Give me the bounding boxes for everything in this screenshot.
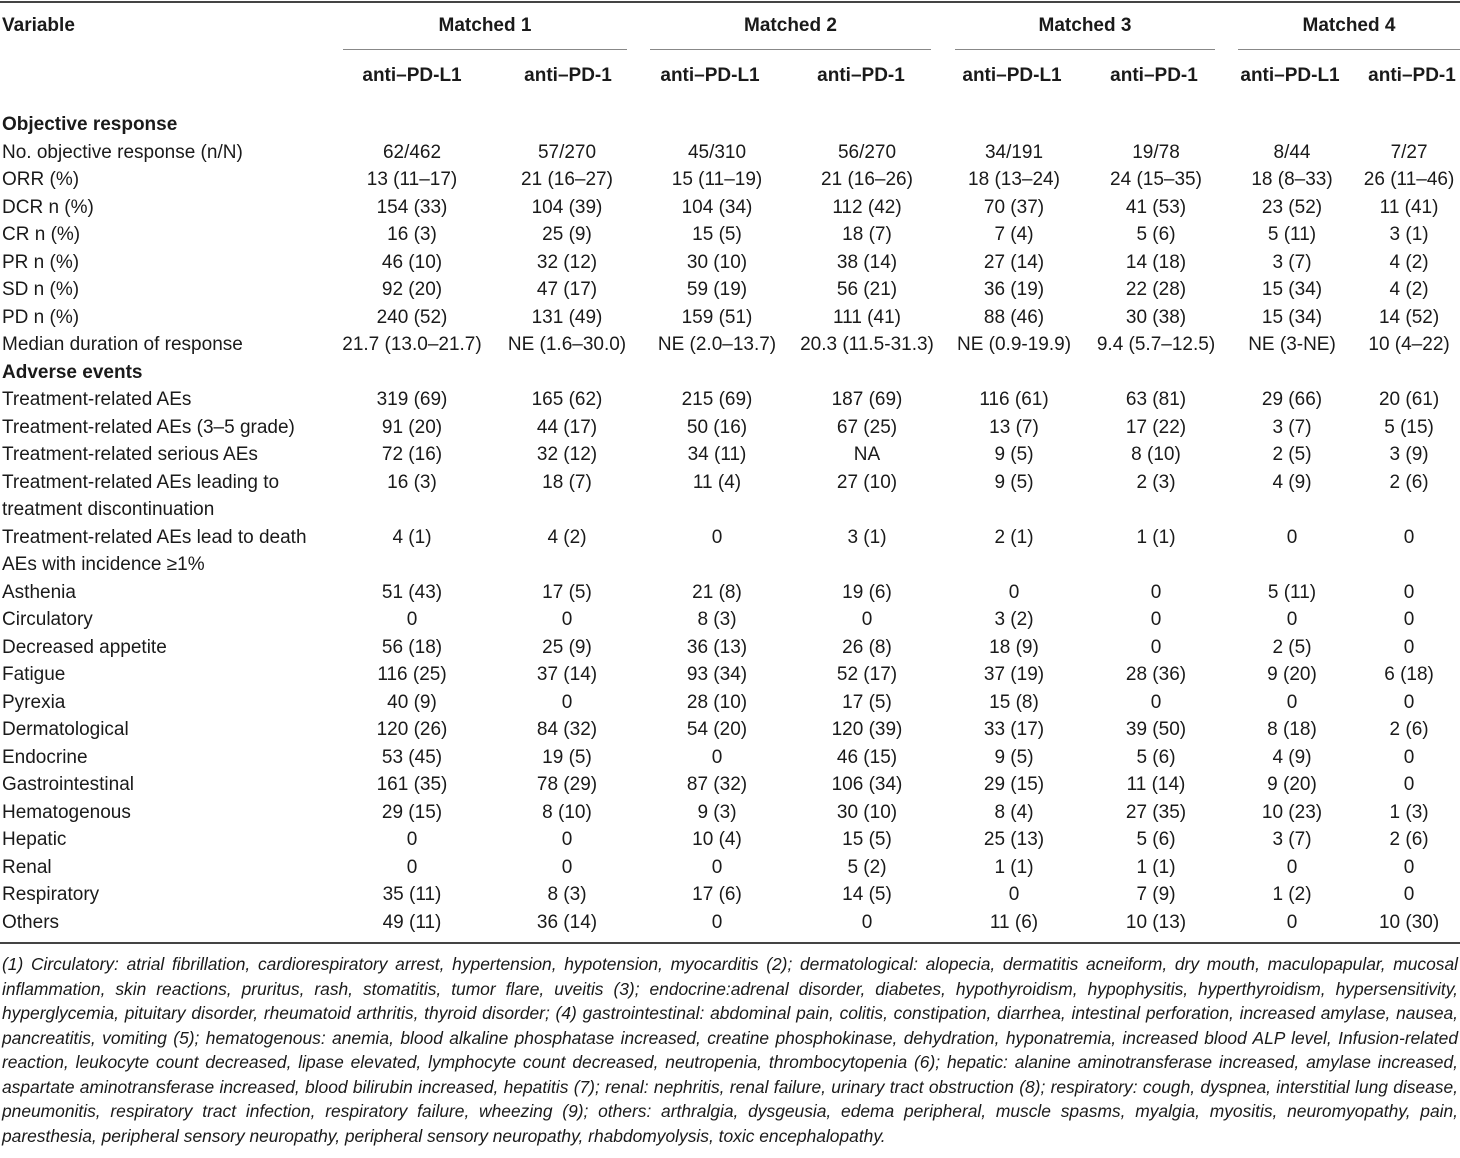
table-row xyxy=(0,469,1460,524)
table-cell: 17 (5) xyxy=(842,691,892,713)
table-cell: 33 (17) xyxy=(983,719,1045,740)
row-label: Renal xyxy=(2,856,52,878)
table-cell: NE (0.9-19.9) xyxy=(956,334,1072,355)
table-cell: 20 (61) xyxy=(1378,389,1440,410)
table-cell: 159 (51) xyxy=(681,306,753,328)
row-label: Decreased appetite xyxy=(2,636,167,658)
row-label: SD n (%) xyxy=(2,279,80,300)
table-row xyxy=(0,331,1460,359)
table-cell: 21 (16–27) xyxy=(521,169,613,190)
table-cell: 21 (16–26) xyxy=(821,169,913,190)
table-cell: 5 (11) xyxy=(1267,581,1317,603)
group-header-matched-4: Matched 4 xyxy=(1302,15,1396,36)
table-cell: 15 (34) xyxy=(1261,279,1323,300)
group-underline-1 xyxy=(343,49,627,50)
row-label: Respiratory xyxy=(2,884,100,905)
table-cell: 7 (4) xyxy=(994,224,1034,245)
table-cell: 59 (19) xyxy=(686,279,748,300)
table-row xyxy=(0,414,1460,442)
table-row xyxy=(0,441,1460,469)
table-cell: 32 (12) xyxy=(536,251,598,273)
table-cell: 27 (35) xyxy=(1125,801,1187,823)
subheader-m3-pd1: anti–PD-1 xyxy=(1110,65,1198,86)
table-cell: 116 (61) xyxy=(979,389,1049,410)
table-cell: NE (1.6–30.0) xyxy=(507,334,627,355)
table-cell: 17 (6) xyxy=(692,884,742,905)
table-cell: 28 (36) xyxy=(1125,664,1187,685)
table-cell: 18 (7) xyxy=(842,224,892,245)
row-label: Others xyxy=(2,911,60,933)
table-cell: 4 (9) xyxy=(1272,746,1312,768)
table-cell: 161 (35) xyxy=(376,774,448,795)
section-header-row xyxy=(0,359,1460,387)
table-cell: 14 (18) xyxy=(1125,251,1187,273)
subheader-m4-pdl1: anti–PD-L1 xyxy=(1240,65,1340,86)
table-row xyxy=(0,579,1460,607)
group-header-matched-1: Matched 1 xyxy=(438,15,532,36)
subheader-m3-pdl1: anti–PD-L1 xyxy=(962,65,1062,86)
table-cell: 3 (7) xyxy=(1272,416,1312,438)
table-cell: 13 (11–17) xyxy=(366,169,458,190)
table-cell: 111 (41) xyxy=(833,306,901,328)
table-cell: 240 (52) xyxy=(376,306,448,328)
table-footnote: (1) Circulatory: atrial fibrillation, cardiorespiratory arrest, hypertension, hypotension, myocarditis (2); dermatological: alopecia, dermatitis acneiform, dry mouth, maculopapular, mucosal inflammation, skin reactions, pruritus, rash, stomatitis, tumor flare, uveitis (3); endocrine:adrenal disorder, diabetes, hypothyroidism, hypophysitis, hyperthyroidism, hypersensitivity, hyperglycemia, pituitary disorder, rheumatoid arthritis, thyroid disorder; (4) gastrointestinal: abdominal pain, colitis, constipation, diarrhea, intestinal perforation, increased amylase, nausea, pancreatitis, vomiting (5); hematogenous: anemia, blood alkaline phosphatase increased, creatine phosphokinase, dehydration, hyponatremia, increased blood ALP level, Infusion-related reaction, leukocyte count decreased, lipase elevated, lymphocyte count decreased, neutropenia, thrombocytopenia (6); hepatic: alanine aminotransferase increased, amylase increased, aspartate aminotransferase increased, blood bilirubin increased, hepatitis (7); renal: nephritis, renal failure, urinary tract obstruction (8); respiratory: cough, dyspnea, interstitial lung disease, pneumonitis, respiratory tract infection, respiratory failure, wheezing (9); others: arthralgia, dysgeusia, edema peripheral, muscle spasms, myalgia, myositis, neuromyopathy, pain, paresthesia, peripheral sensory neuropathy, peripheral sensory neuropathy, rhabdomyolysis, toxic encephalopathy. xyxy=(2,954,1458,1146)
table-cell: 15 (8) xyxy=(989,691,1039,713)
results-table xyxy=(0,111,1460,936)
table-cell: 14 (5) xyxy=(842,884,892,905)
table-cell: 8/44 xyxy=(1273,141,1311,163)
table-cell: 215 (69) xyxy=(681,389,753,410)
table-cell xyxy=(942,551,1086,579)
table-cell: 45/310 xyxy=(687,141,747,163)
table-cell: 72 (16) xyxy=(381,444,443,465)
row-label: Treatment-related AEs (3–5 grade) xyxy=(2,416,295,438)
table-cell: 5 (6) xyxy=(1136,829,1176,850)
group-underline-2 xyxy=(650,49,931,50)
table-cell: 4 (2) xyxy=(1389,251,1429,273)
table-cell: 27 (10) xyxy=(836,471,898,493)
table-cell: 0 xyxy=(1286,856,1298,878)
table-cell: 0 xyxy=(1403,746,1415,768)
table-cell: 6 (18) xyxy=(1384,664,1434,685)
table-cell: 5 (2) xyxy=(847,856,887,878)
table-cell: 18 (8–33) xyxy=(1251,169,1333,190)
table-cell: 2 (1) xyxy=(994,526,1034,548)
table-cell: 15 (5) xyxy=(842,829,892,850)
table-cell: 19 (5) xyxy=(542,746,592,768)
table-row xyxy=(0,551,1460,579)
table-cell: 104 (34) xyxy=(681,196,753,218)
table-row xyxy=(0,716,1460,744)
row-label: CR n (%) xyxy=(2,224,81,245)
group-underline-3 xyxy=(955,49,1215,50)
table-cell: 0 xyxy=(1403,884,1415,905)
table-cell: 46 (10) xyxy=(381,251,443,273)
table-cell: 3 (1) xyxy=(1389,224,1429,245)
table-cell: 8 (18) xyxy=(1267,719,1317,740)
table-cell: NE (3-NE) xyxy=(1248,334,1336,355)
table-row xyxy=(0,606,1460,634)
table-row xyxy=(0,661,1460,689)
table-cell: 21.7 (13.0–21.7) xyxy=(342,334,482,355)
table-row xyxy=(0,854,1460,882)
table-cell: 23 (52) xyxy=(1261,196,1323,218)
row-label: Median duration of response xyxy=(2,334,243,355)
row-label: PD n (%) xyxy=(2,306,80,328)
table-cell: 29 (15) xyxy=(983,774,1045,795)
table-cell xyxy=(642,551,792,579)
table-cell: 9 (20) xyxy=(1267,664,1317,685)
table-cell: 91 (20) xyxy=(381,416,443,438)
table-cell: 21 (8) xyxy=(692,581,742,603)
table-cell: 2 (5) xyxy=(1272,636,1312,658)
table-cell: 0 xyxy=(711,856,723,878)
variable-header: Variable xyxy=(2,15,75,36)
table-cell: 112 (42) xyxy=(832,196,902,218)
table-cell: 1 (2) xyxy=(1272,884,1312,905)
table-cell: 56/270 xyxy=(837,141,897,163)
table-row xyxy=(0,139,1460,167)
table-cell: 37 (19) xyxy=(983,664,1045,685)
table-cell: 30 (10) xyxy=(836,801,898,823)
table-cell: 93 (34) xyxy=(686,664,748,685)
bottom-rule xyxy=(0,942,1460,944)
table-cell: 0 xyxy=(1403,856,1415,878)
table-cell: 17 (22) xyxy=(1125,416,1187,438)
table-cell: 25 (9) xyxy=(542,224,592,245)
table-cell: 9 (5) xyxy=(994,746,1034,768)
table-cell: 78 (29) xyxy=(536,774,598,795)
subheader-m4-pd1: anti–PD-1 xyxy=(1368,65,1456,86)
table-cell: 0 xyxy=(1286,691,1298,713)
table-cell: 5 (11) xyxy=(1267,224,1317,245)
table-cell: 19 (6) xyxy=(842,581,892,603)
table-cell: 34/191 xyxy=(984,141,1044,163)
table-cell: 56 (18) xyxy=(381,636,443,658)
table-cell: 53 (45) xyxy=(381,746,443,768)
table-cell: 131 (49) xyxy=(531,306,603,328)
table-cell: 15 (34) xyxy=(1261,306,1323,328)
table-cell: 4 (2) xyxy=(547,526,587,548)
table-cell: 0 xyxy=(1150,609,1162,630)
row-label: Treatment-related AEs xyxy=(2,389,192,410)
table-cell: NA xyxy=(853,444,881,465)
table-row xyxy=(0,276,1460,304)
table-cell: 27 (14) xyxy=(983,251,1045,273)
table-cell: 0 xyxy=(1403,526,1415,548)
table-cell: 26 (8) xyxy=(842,636,892,658)
table-cell: 0 xyxy=(1008,581,1020,603)
table-cell: 9 (5) xyxy=(994,471,1034,493)
table-cell: 3 (7) xyxy=(1272,251,1312,273)
table-cell: 2 (6) xyxy=(1389,471,1429,493)
table-cell: 19/78 xyxy=(1132,141,1180,163)
table-cell: NE (2.0–13.7) xyxy=(657,334,777,355)
table-cell: 0 xyxy=(1403,636,1415,658)
table-cell: 4 (1) xyxy=(392,526,432,548)
table-cell: 0 xyxy=(1150,581,1162,603)
table-cell: 50 (16) xyxy=(686,416,748,438)
table-cell: 63 (81) xyxy=(1125,389,1187,410)
table-cell: 56 (21) xyxy=(836,279,898,300)
table-cell: 104 (39) xyxy=(531,196,603,218)
table-cell: 44 (17) xyxy=(536,416,598,438)
table-cell: 18 (7) xyxy=(542,471,592,493)
table-cell: 8 (10) xyxy=(1131,444,1181,465)
table-cell: 1 (1) xyxy=(1136,526,1176,548)
table-cell: 62/462 xyxy=(382,141,442,163)
table-cell: 57/270 xyxy=(537,141,597,163)
group-header-matched-3: Matched 3 xyxy=(1038,15,1132,36)
row-label: Treatment-related serious AEs xyxy=(2,444,258,465)
table-cell: 35 (11) xyxy=(382,884,442,905)
table-row xyxy=(0,771,1460,799)
row-label: Circulatory xyxy=(2,609,93,630)
table-cell: 0 xyxy=(861,911,873,933)
row-label: Hematogenous xyxy=(2,801,131,823)
table-cell: 17 (5) xyxy=(542,581,592,603)
table-cell: 0 xyxy=(1403,691,1415,713)
table-cell: 25 (9) xyxy=(542,636,592,658)
table-cell: 319 (69) xyxy=(376,389,448,410)
group-header-matched-2: Matched 2 xyxy=(744,15,837,36)
table-cell: 11 (14) xyxy=(1126,774,1186,795)
row-label: Gastrointestinal xyxy=(2,774,135,795)
table-cell: 37 (14) xyxy=(536,664,598,685)
table-cell: 38 (14) xyxy=(836,251,898,273)
table-cell: 120 (26) xyxy=(376,719,448,740)
table-cell: 20.3 (11.5-31.3) xyxy=(800,334,934,355)
table-cell: 0 xyxy=(406,856,418,878)
table-cell: 8 (3) xyxy=(697,609,737,630)
table-cell: 0 xyxy=(561,856,573,878)
table-row xyxy=(0,221,1460,249)
table-cell: 36 (19) xyxy=(983,279,1045,300)
table-cell: 30 (38) xyxy=(1125,306,1187,328)
table-row xyxy=(0,744,1460,772)
table-cell: 15 (11–19) xyxy=(671,169,763,190)
section-title: Objective response xyxy=(2,114,178,135)
table-cell: 0 xyxy=(561,609,573,630)
table-cell: 9 (5) xyxy=(994,444,1034,465)
table-cell: 0 xyxy=(711,911,723,933)
table-cell: 120 (39) xyxy=(831,719,903,740)
table-cell: 67 (25) xyxy=(836,416,898,438)
table-cell: 1 (1) xyxy=(1136,856,1176,878)
row-label: PR n (%) xyxy=(2,251,80,273)
table-cell: 26 (11–46) xyxy=(1363,169,1455,190)
table-cell: 84 (32) xyxy=(536,719,598,740)
table-cell: 2 (6) xyxy=(1389,719,1429,740)
table-row xyxy=(0,304,1460,332)
table-cell: 15 (5) xyxy=(692,224,742,245)
table-row xyxy=(0,799,1460,827)
table-cell: 30 (10) xyxy=(686,251,748,273)
table-cell: 2 (5) xyxy=(1272,444,1312,465)
table-cell: 9 (20) xyxy=(1267,774,1317,795)
table-cell: 46 (15) xyxy=(836,746,898,768)
row-label: ORR (%) xyxy=(2,169,80,190)
table-cell: 9 (3) xyxy=(697,801,737,823)
row-label: Dermatological xyxy=(2,719,129,740)
table-cell: 28 (10) xyxy=(686,691,748,713)
table-cell: 34 (11) xyxy=(687,444,747,465)
table-row xyxy=(0,689,1460,717)
row-label: AEs with incidence ≥1% xyxy=(2,554,205,575)
table-cell xyxy=(1086,551,1226,579)
table-cell: 3 (9) xyxy=(1389,444,1429,465)
table-cell: 187 (69) xyxy=(831,389,903,410)
table-cell: 106 (34) xyxy=(831,774,903,795)
table-row xyxy=(0,634,1460,662)
table-cell: 8 (10) xyxy=(542,801,592,823)
table-cell xyxy=(332,551,492,579)
table-cell: 92 (20) xyxy=(381,279,443,300)
table-cell: 7/27 xyxy=(1390,141,1428,163)
table-cell: 1 (1) xyxy=(994,856,1034,878)
table-cell: 32 (12) xyxy=(536,444,598,465)
subheader-m2-pdl1: anti–PD-L1 xyxy=(660,65,760,86)
section-title: Adverse events xyxy=(2,361,143,383)
table-cell: 8 (3) xyxy=(547,884,587,905)
subheader-m1-pd1: anti–PD-1 xyxy=(524,65,612,86)
table-cell: 11 (6) xyxy=(989,911,1039,933)
table-row xyxy=(0,524,1460,552)
table-cell: 3 (7) xyxy=(1272,829,1312,850)
table-cell: 7 (9) xyxy=(1136,884,1176,905)
table-cell: 154 (33) xyxy=(376,196,448,218)
table-cell xyxy=(792,551,942,579)
table-cell: 40 (9) xyxy=(387,691,437,713)
table-cell: 0 xyxy=(711,526,723,548)
table-row xyxy=(0,249,1460,277)
table-cell: 16 (3) xyxy=(387,224,437,245)
table-cell xyxy=(1358,551,1460,579)
table-cell: 0 xyxy=(1008,884,1020,905)
group-underline-4 xyxy=(1238,49,1460,50)
table-row xyxy=(0,909,1460,937)
row-label: Hepatic xyxy=(2,829,67,850)
table-cell: 3 (1) xyxy=(847,526,887,548)
table-cell: 0 xyxy=(1150,691,1162,713)
table-cell: 70 (37) xyxy=(983,196,1045,218)
row-label: Endocrine xyxy=(2,746,88,768)
table-cell: 47 (17) xyxy=(536,279,598,300)
table-cell: 0 xyxy=(1403,774,1415,795)
table-cell: 36 (14) xyxy=(536,911,598,933)
table-row xyxy=(0,881,1460,909)
table-cell: 24 (15–35) xyxy=(1110,169,1202,190)
table-cell: 10 (4) xyxy=(692,829,742,850)
table-cell: 5 (15) xyxy=(1384,416,1434,438)
table-cell: 51 (43) xyxy=(381,581,443,603)
table-cell: 29 (15) xyxy=(381,801,443,823)
table-cell: 10 (23) xyxy=(1261,801,1323,823)
table-cell: 11 (4) xyxy=(692,471,742,493)
table-cell: 0 xyxy=(1403,609,1415,630)
table-cell xyxy=(1226,551,1358,579)
table-cell: 3 (2) xyxy=(994,609,1034,630)
table-cell: 5 (6) xyxy=(1136,746,1176,768)
table-cell: 0 xyxy=(711,746,723,768)
table-cell: 18 (13–24) xyxy=(968,169,1060,190)
table-cell: 0 xyxy=(561,691,573,713)
table-cell: 54 (20) xyxy=(686,719,748,740)
table-cell: 2 (3) xyxy=(1136,471,1176,493)
table-cell: 0 xyxy=(1150,636,1162,658)
row-label: Treatment-related AEs leading to treatment discontinuation xyxy=(2,471,280,520)
table-cell: 116 (25) xyxy=(377,664,447,685)
table-cell: 2 (6) xyxy=(1389,829,1429,850)
table-cell: 165 (62) xyxy=(531,389,603,410)
table-cell: 0 xyxy=(1286,911,1298,933)
table-cell: 22 (28) xyxy=(1125,279,1187,300)
table-cell: 0 xyxy=(406,829,418,850)
table-cell: 10 (4–22) xyxy=(1368,334,1450,355)
row-label: Asthenia xyxy=(2,581,76,603)
table-cell: 88 (46) xyxy=(983,306,1045,328)
table-cell: 25 (13) xyxy=(983,829,1045,850)
table-cell: 0 xyxy=(1286,526,1298,548)
table-row xyxy=(0,826,1460,854)
table-cell: 4 (2) xyxy=(1389,279,1429,300)
table-cell: 49 (11) xyxy=(382,911,442,933)
section-header-row xyxy=(0,111,1460,139)
table-cell: 0 xyxy=(406,609,418,630)
row-label: DCR n (%) xyxy=(2,196,94,218)
table-cell: 29 (66) xyxy=(1261,389,1323,410)
subheader-m1-pdl1: anti–PD-L1 xyxy=(362,65,462,86)
table-cell: 87 (32) xyxy=(686,774,748,795)
table-cell: 18 (9) xyxy=(989,636,1039,658)
table-cell: 4 (9) xyxy=(1272,471,1312,493)
table-cell: 36 (13) xyxy=(686,636,748,658)
table-row xyxy=(0,194,1460,222)
table-cell: 41 (53) xyxy=(1125,196,1187,218)
top-rule xyxy=(0,1,1460,3)
table-cell: 39 (50) xyxy=(1125,719,1187,740)
table-cell: 52 (17) xyxy=(836,664,898,685)
table-cell: 8 (4) xyxy=(994,801,1034,823)
table-row xyxy=(0,386,1460,414)
row-label: Treatment-related AEs lead to death xyxy=(2,526,307,548)
table-cell: 0 xyxy=(861,609,873,630)
row-label: Fatigue xyxy=(2,664,66,685)
table-cell: 0 xyxy=(561,829,573,850)
table-cell: 5 (6) xyxy=(1136,224,1176,245)
table-cell: 1 (3) xyxy=(1389,801,1429,823)
table-cell xyxy=(492,551,642,579)
table-cell: 0 xyxy=(1403,581,1415,603)
table-cell: 14 (52) xyxy=(1378,306,1440,328)
table-cell: 11 (41) xyxy=(1379,196,1439,218)
row-label: Pyrexia xyxy=(2,691,66,713)
table-cell: 10 (13) xyxy=(1125,911,1187,933)
subheader-m2-pd1: anti–PD-1 xyxy=(817,65,905,86)
table-cell: 0 xyxy=(1286,609,1298,630)
table-cell: 10 (30) xyxy=(1378,911,1440,933)
table-cell: 9.4 (5.7–12.5) xyxy=(1096,334,1216,355)
table-cell: 13 (7) xyxy=(989,416,1039,438)
table-row xyxy=(0,166,1460,194)
table-cell: 16 (3) xyxy=(387,471,437,493)
row-label: No. objective response (n/N) xyxy=(2,141,243,163)
